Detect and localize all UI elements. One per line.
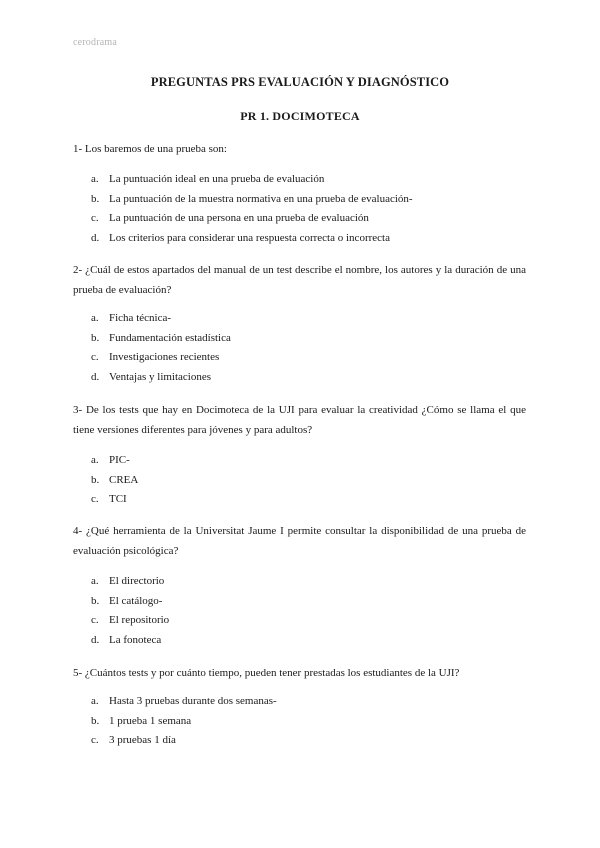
option-letter: b. — [91, 714, 100, 727]
option-5b — [0, 712, 600, 732]
option-text: Hasta 3 pruebas durante dos semanas- — [109, 695, 277, 707]
option-2d — [0, 368, 600, 388]
page-title: PREGUNTAS PRS EVALUACIÓN Y DIAGNÓSTICO — [150, 75, 450, 89]
option-text: CREA — [109, 473, 139, 486]
option-letter: c. — [91, 734, 99, 747]
option-text: Ficha técnica- — [109, 312, 171, 324]
question-5-options — [0, 692, 600, 751]
option-letter: d. — [91, 370, 100, 383]
option-letter: a. — [91, 312, 99, 324]
option-1b — [0, 190, 600, 210]
option-1d — [0, 229, 600, 249]
option-letter: c. — [91, 351, 99, 364]
option-text: PIC- — [109, 454, 130, 466]
option-text: 1 prueba 1 semana — [109, 714, 192, 727]
option-2b — [0, 329, 600, 349]
option-letter: d. — [91, 633, 100, 646]
option-letter: c. — [91, 212, 99, 225]
option-text: Fundamentación estadística — [109, 331, 231, 344]
option-letter: a. — [91, 454, 99, 466]
option-letter: a. — [91, 575, 99, 587]
option-letter: d. — [91, 231, 100, 244]
watermark: cerodrama — [73, 37, 117, 48]
option-2c — [0, 348, 600, 368]
question-4-options — [0, 572, 600, 650]
option-1c — [0, 209, 600, 229]
question-3: 3- De los tests que hay en Docimoteca de la UJI para evaluar la creatividad ¿Cómo se llama el que tiene versiones diferentes para jóvenes y para adultos? — [73, 404, 526, 436]
option-text: 3 pruebas 1 día — [109, 734, 176, 747]
option-text: La fonoteca — [109, 633, 162, 646]
question-3-options — [0, 451, 600, 510]
option-letter: c. — [91, 493, 99, 506]
option-3a — [0, 451, 600, 471]
option-letter: b. — [91, 594, 100, 607]
option-3b — [0, 471, 600, 491]
question-2-options — [0, 309, 600, 387]
question-1-options — [0, 170, 600, 248]
option-text: El directorio — [109, 575, 165, 587]
option-text: La puntuación de una persona en una prueba de evaluación — [109, 212, 369, 225]
option-text: La puntuación de la muestra normativa en una prueba de evaluación- — [109, 192, 413, 205]
option-text: El catálogo- — [109, 594, 163, 607]
option-letter: b. — [91, 473, 100, 486]
option-letter: a. — [91, 173, 99, 185]
question-4: 4- ¿Qué herramienta de la Universitat Jaume I permite consultar la disponibilidad de una prueba de evaluación psicológica? — [73, 525, 526, 557]
section-subtitle: PR 1. DOCIMOTECA — [240, 109, 360, 123]
option-4b — [0, 592, 600, 612]
option-text: La puntuación ideal en una prueba de evaluación — [109, 173, 325, 185]
question-5: 5- ¿Cuántos tests y por cuánto tiempo, pueden tener prestadas los estudiantes de la UJI? — [73, 667, 460, 679]
option-letter: b. — [91, 331, 100, 344]
option-4d — [0, 631, 600, 651]
option-1a — [0, 170, 600, 190]
option-text: Investigaciones recientes — [109, 351, 220, 364]
option-5c — [0, 731, 600, 751]
option-text: Los criterios para considerar una respuesta correcta o incorrecta — [109, 231, 390, 244]
option-text: Ventajas y limitaciones — [109, 370, 212, 383]
option-text: El repositorio — [109, 614, 170, 627]
option-letter: c. — [91, 614, 99, 627]
option-letter: a. — [91, 695, 99, 707]
option-5a — [0, 692, 600, 712]
question-1: 1- Los baremos de una prueba son: — [73, 143, 227, 155]
option-letter: b. — [91, 192, 100, 205]
option-3c — [0, 490, 600, 510]
option-2a — [0, 309, 600, 329]
option-4a — [0, 572, 600, 592]
option-text: TCI — [109, 493, 127, 506]
option-4c — [0, 611, 600, 631]
question-2: 2- ¿Cuál de estos apartados del manual de un test describe el nombre, los autores y la duración de una prueba de evaluación? — [73, 264, 526, 296]
